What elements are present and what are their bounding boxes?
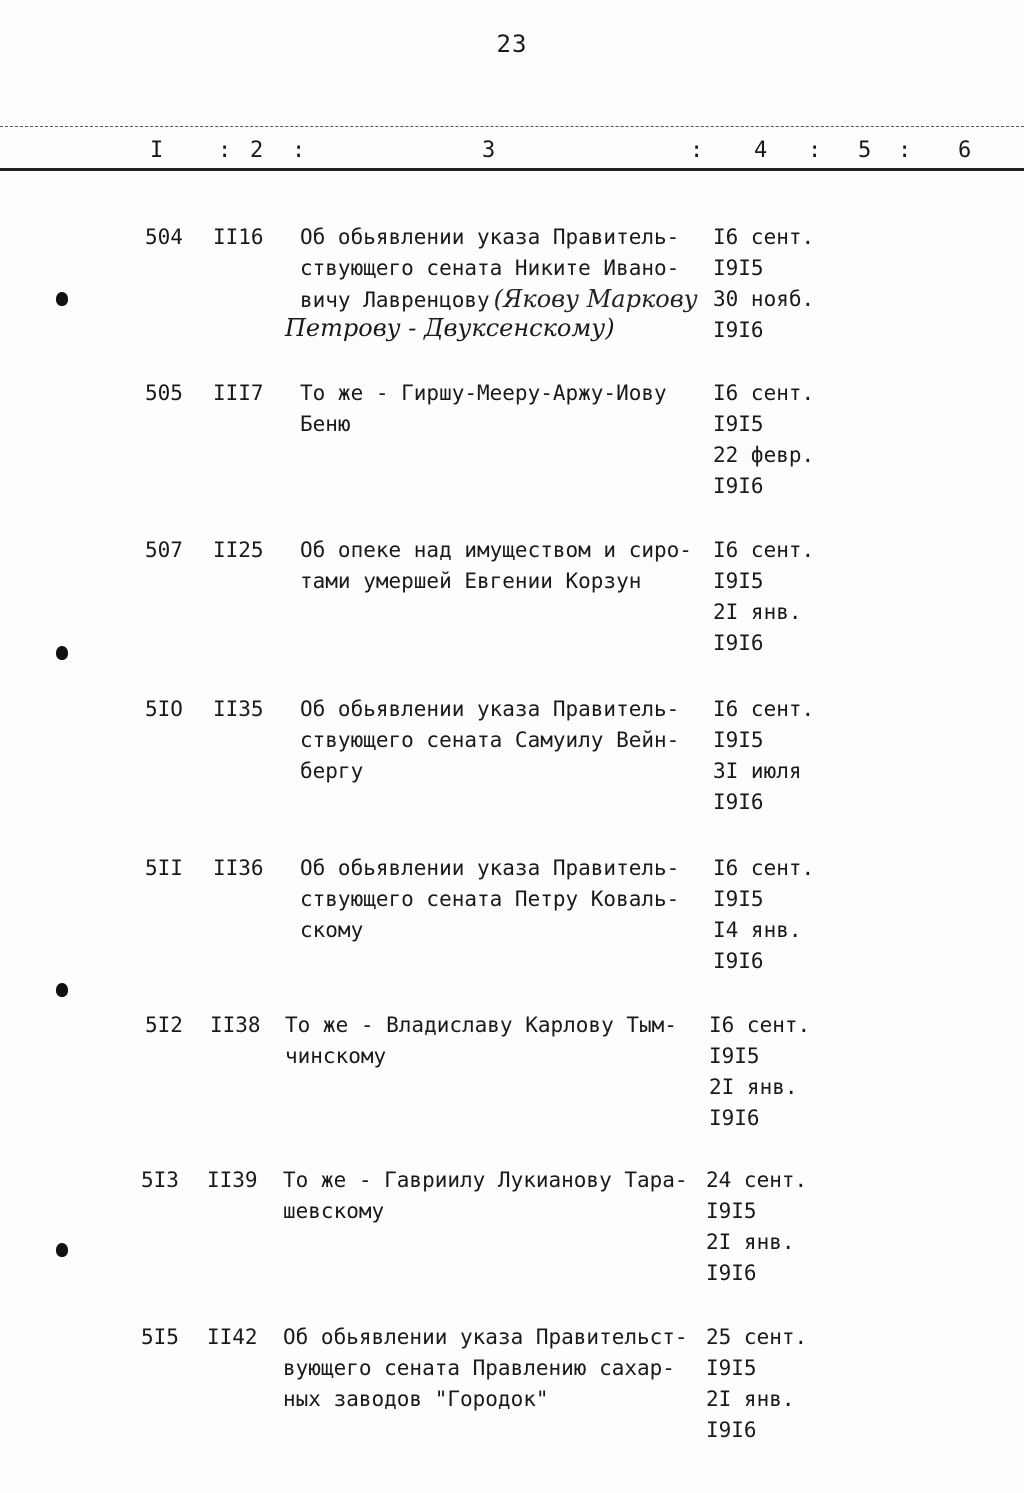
description-line: Об обьявлении указа Правитель- — [300, 697, 680, 721]
date-line: 2I янв. — [713, 600, 802, 624]
entry-number: 5I3 — [141, 1168, 179, 1192]
date-line: 2I янв. — [706, 1387, 795, 1411]
date-line: I9I5 — [706, 1199, 757, 1223]
date-line: I9I6 — [713, 631, 764, 655]
description-line: шевскому — [283, 1199, 385, 1223]
punch-hole-mark — [56, 983, 68, 997]
date-line: I6 сент. — [713, 381, 815, 405]
description-line: Об опеке над имуществом и сиро- — [300, 538, 692, 562]
entry-description — [285, 1010, 680, 1072]
entry-number: 5I2 — [145, 1013, 183, 1037]
date-line: I9I5 — [713, 569, 764, 593]
column-header-row — [0, 134, 1024, 168]
column-separator: : — [898, 138, 912, 163]
description-line: вующего сената Правлению сахар- — [283, 1356, 675, 1380]
date-line: I9I6 — [713, 949, 764, 973]
entry-number: 507 — [145, 538, 183, 562]
date-line: 25 сент. — [706, 1325, 808, 1349]
date-line: I9I5 — [713, 728, 764, 752]
file-number: III7 — [213, 381, 264, 405]
date-line: I6 сент. — [713, 697, 815, 721]
entry-number: 505 — [145, 381, 183, 405]
column-header-2: 2 — [250, 138, 264, 163]
entry-dates — [713, 694, 843, 818]
description-line: Беню — [300, 412, 351, 436]
date-line: I4 янв. — [713, 918, 802, 942]
date-line: I9I5 — [713, 256, 764, 280]
date-line: 30 нояб. — [713, 287, 815, 311]
entry-description — [300, 853, 695, 946]
description-line: ствующего сената Петру Коваль- — [300, 887, 680, 911]
description-line: ствующего сената Самуилу Вейн- — [300, 728, 680, 752]
column-separator: : — [292, 138, 306, 163]
date-line: I6 сент. — [713, 225, 815, 249]
description-line: скому — [300, 918, 364, 942]
date-line: 22 февр. — [713, 443, 815, 467]
entry-description — [300, 222, 698, 316]
date-line: I9I6 — [713, 318, 764, 342]
column-header-1: I — [150, 138, 164, 163]
date-line: I6 сент. — [713, 856, 815, 880]
header-bottom-rule — [0, 168, 1024, 171]
column-separator: : — [690, 138, 704, 163]
description-line: чинскому — [285, 1044, 387, 1068]
date-line: I9I5 — [713, 412, 764, 436]
column-header-5: 5 — [858, 138, 872, 163]
punch-hole-mark — [56, 292, 68, 306]
entry-description — [300, 378, 695, 440]
handwritten-annotation: (Якову Маркову — [493, 285, 698, 313]
entry-number: 504 — [145, 225, 183, 249]
punch-hole-mark — [56, 646, 68, 660]
description-line: Об обьявлении указа Правительст- — [283, 1325, 688, 1349]
description-line: То же - Гавриилу Лукианову Тара- — [283, 1168, 688, 1192]
description-line: Об обьявлении указа Правитель- — [300, 225, 680, 249]
date-line: I9I6 — [713, 790, 764, 814]
file-number: II16 — [213, 225, 264, 249]
description-line: вичу Лавренцову — [300, 288, 490, 312]
date-line: I9I5 — [706, 1356, 757, 1380]
entry-dates — [713, 535, 843, 659]
entry-dates — [709, 1010, 839, 1134]
entry-description — [283, 1165, 688, 1227]
file-number: II38 — [210, 1013, 261, 1037]
column-separator: : — [808, 138, 822, 163]
description-line: ных заводов "Городок" — [283, 1387, 549, 1411]
date-line: I6 сент. — [709, 1013, 811, 1037]
file-number: II36 — [213, 856, 264, 880]
entry-number: 5II — [145, 856, 183, 880]
date-line: I6 сент. — [713, 538, 815, 562]
entry-description — [283, 1322, 688, 1415]
column-header-6: 6 — [958, 138, 972, 163]
punch-hole-mark — [56, 1243, 68, 1257]
date-line: 3I июля — [713, 759, 802, 783]
handwritten-annotation-line: Петрову - Двуксенскому) — [285, 314, 615, 342]
column-header-3: 3 — [482, 138, 496, 163]
date-line: I9I6 — [713, 474, 764, 498]
entry-dates — [706, 1322, 836, 1446]
page-number: 23 — [496, 30, 528, 58]
entry-dates — [713, 222, 843, 346]
date-line: I9I5 — [709, 1044, 760, 1068]
entry-dates — [713, 853, 843, 977]
column-header-4: 4 — [754, 138, 768, 163]
entry-dates — [706, 1165, 836, 1289]
file-number: II35 — [213, 697, 264, 721]
entry-number: 5IO — [145, 697, 183, 721]
date-line: I9I6 — [706, 1418, 757, 1442]
entry-description — [300, 535, 695, 597]
file-number: II42 — [207, 1325, 258, 1349]
entry-number: 5I5 — [141, 1325, 179, 1349]
date-line: I9I5 — [713, 887, 764, 911]
date-line: 2I янв. — [706, 1230, 795, 1254]
date-line: I9I6 — [709, 1106, 760, 1130]
date-line: 2I янв. — [709, 1075, 798, 1099]
entry-description — [300, 694, 695, 787]
column-separator: : — [218, 138, 232, 163]
description-line: тами умершей Евгении Корзун — [300, 569, 642, 593]
date-line: I9I6 — [706, 1261, 757, 1285]
header-top-rule — [0, 126, 1024, 127]
description-line: ствующего сената Никите Ивано- — [300, 256, 680, 280]
file-number: II39 — [207, 1168, 258, 1192]
description-line: То же - Владиславу Карлову Тым- — [285, 1013, 677, 1037]
description-line: То же - Гиршу-Меерy-Аржу-Иову — [300, 381, 667, 405]
date-line: 24 сент. — [706, 1168, 808, 1192]
description-line: бергу — [300, 759, 364, 783]
file-number: II25 — [213, 538, 264, 562]
description-line: Об обьявлении указа Правитель- — [300, 856, 680, 880]
entry-dates — [713, 378, 843, 502]
